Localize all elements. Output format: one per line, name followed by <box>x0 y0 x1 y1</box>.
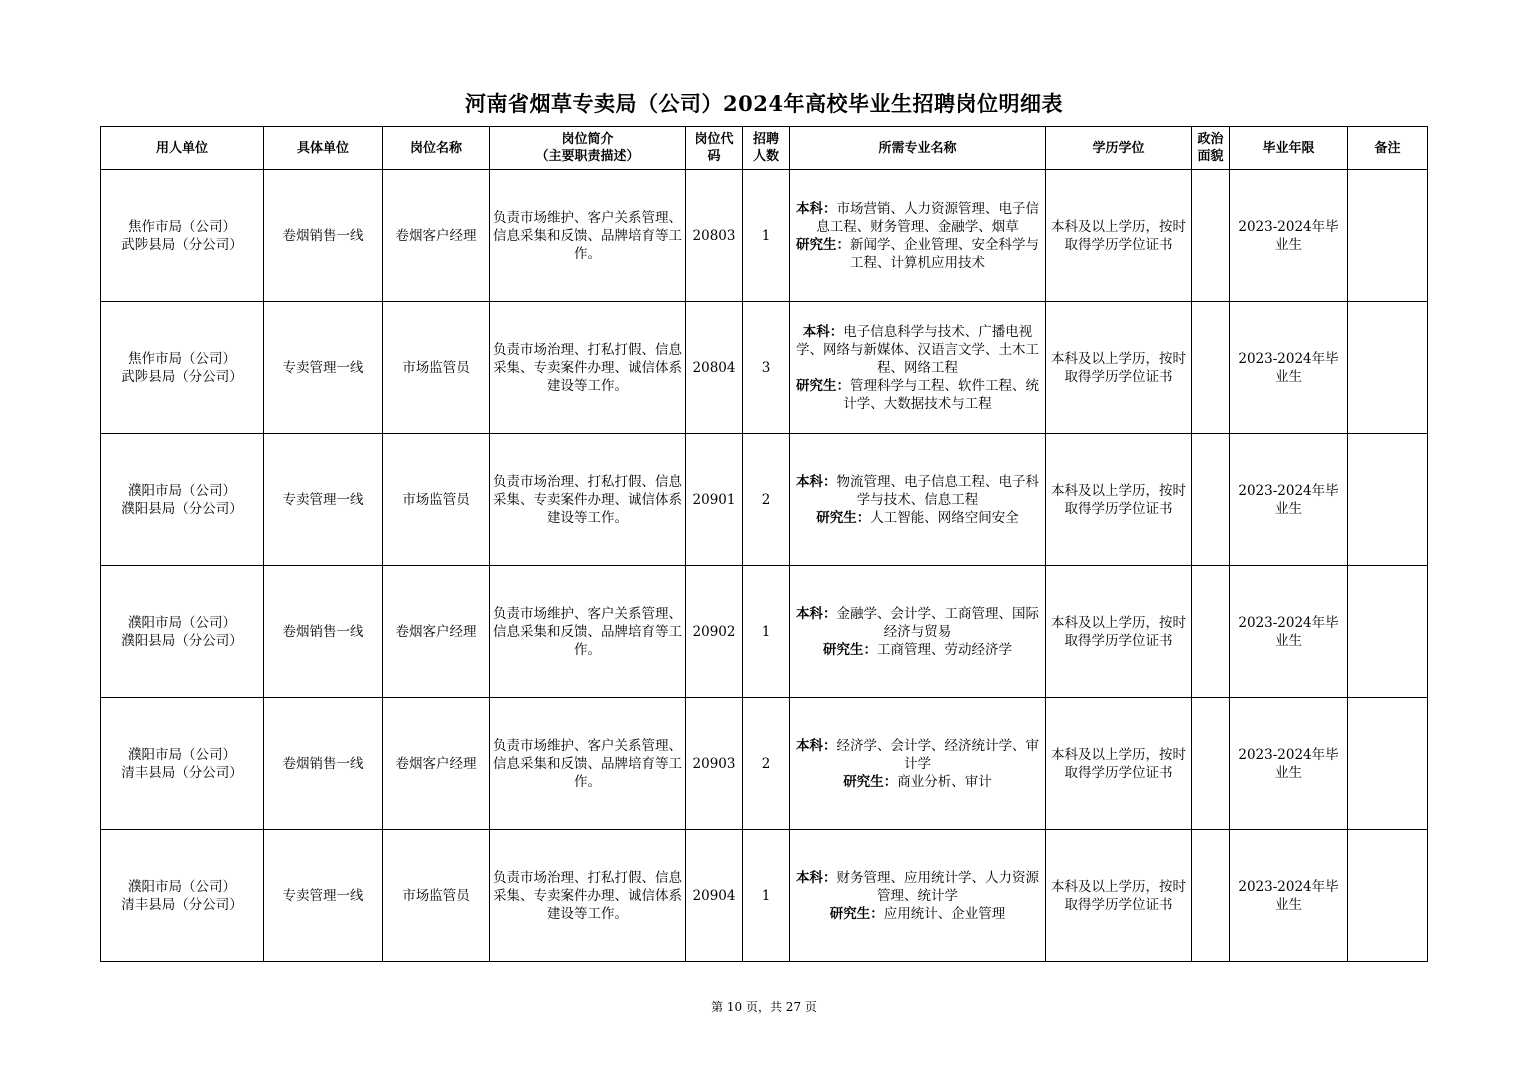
cell-remarks <box>1348 830 1428 962</box>
cell-remarks <box>1348 170 1428 302</box>
cell-unit: 专卖管理一线 <box>264 302 383 434</box>
cell-politics <box>1192 302 1230 434</box>
cell-education: 本科及以上学历，按时取得学历学位证书 <box>1046 434 1192 566</box>
cell-count: 2 <box>743 698 790 830</box>
cell-majors <box>790 170 1046 302</box>
undergrad-label: 本科： <box>796 473 837 490</box>
cell-code: 20803 <box>686 170 743 302</box>
header-description-line2: （主要职责描述） <box>535 149 640 164</box>
cell-description: 负责市场治理、打私打假、信息采集、专卖案件办理、诚信体系建设等工作。 <box>490 434 686 566</box>
table-row <box>101 170 1428 302</box>
employer-line2: 濮阳县局（分公司） <box>121 632 243 649</box>
undergrad-majors: 电子信息科学与技术、广播电视学、网络与新媒体、汉语言文学、土木工程、网络工程 <box>796 323 1039 376</box>
undergrad-majors: 金融学、会计学、工商管理、国际经济与贸易 <box>836 605 1039 640</box>
cell-education: 本科及以上学历，按时取得学历学位证书 <box>1046 566 1192 698</box>
cell-graduation: 2023-2024年毕业生 <box>1230 830 1348 962</box>
cell-employer <box>101 170 264 302</box>
cell-code: 20902 <box>686 566 743 698</box>
graduate-label: 研究生： <box>829 905 884 922</box>
graduate-majors: 商业分析、审计 <box>897 773 992 790</box>
page-footer: 第 10 页，共 27 页 <box>711 1000 817 1014</box>
table-row <box>101 830 1428 962</box>
cell-majors <box>790 698 1046 830</box>
cell-politics <box>1192 170 1230 302</box>
header-count-line2: 人数 <box>752 149 779 164</box>
cell-employer <box>101 302 264 434</box>
undergrad-label: 本科： <box>802 323 844 340</box>
cell-education: 本科及以上学历，按时取得学历学位证书 <box>1046 698 1192 830</box>
header-count <box>743 127 790 170</box>
graduate-majors: 人工智能、网络空间安全 <box>870 509 1019 526</box>
header-politics <box>1192 127 1230 170</box>
employer-line1: 焦作市局（公司） <box>128 350 236 367</box>
table-row <box>101 434 1428 566</box>
cell-majors <box>790 830 1046 962</box>
cell-majors <box>790 434 1046 566</box>
cell-majors <box>790 302 1046 434</box>
cell-position: 卷烟客户经理 <box>383 566 490 698</box>
undergrad-majors: 经济学、会计学、经济统计学、审计学 <box>836 737 1039 772</box>
graduate-majors: 工商管理、劳动经济学 <box>877 641 1012 658</box>
cell-count: 2 <box>743 434 790 566</box>
undergrad-majors: 物流管理、电子信息工程、电子科学与技术、信息工程 <box>836 473 1039 508</box>
cell-remarks <box>1348 698 1428 830</box>
undergrad-label: 本科： <box>796 869 837 886</box>
employer-line2: 武陟县局（分公司） <box>121 236 243 253</box>
cell-description: 负责市场维护、客户关系管理、信息采集和反馈、品牌培育等工作。 <box>490 566 686 698</box>
table-row <box>101 302 1428 434</box>
table-row <box>101 698 1428 830</box>
header-majors: 所需专业名称 <box>790 127 1046 170</box>
cell-description: 负责市场治理、打私打假、信息采集、专卖案件办理、诚信体系建设等工作。 <box>490 830 686 962</box>
cell-education: 本科及以上学历，按时取得学历学位证书 <box>1046 302 1192 434</box>
cell-graduation: 2023-2024年毕业生 <box>1230 302 1348 434</box>
employer-line2: 清丰县局（分公司） <box>121 764 243 781</box>
cell-employer <box>101 434 264 566</box>
header-politics-line2: 面貌 <box>1197 149 1224 164</box>
undergrad-label: 本科： <box>796 737 837 754</box>
cell-description: 负责市场维护、客户关系管理、信息采集和反馈、品牌培育等工作。 <box>490 170 686 302</box>
header-code-line1: 岗位代 <box>694 132 734 147</box>
employer-line1: 濮阳市局（公司） <box>128 614 236 631</box>
employer-line2: 濮阳县局（分公司） <box>121 500 243 517</box>
cell-graduation: 2023-2024年毕业生 <box>1230 434 1348 566</box>
cell-remarks <box>1348 302 1428 434</box>
cell-unit: 专卖管理一线 <box>264 830 383 962</box>
cell-unit: 卷烟销售一线 <box>264 698 383 830</box>
graduate-label: 研究生： <box>796 377 850 394</box>
cell-employer <box>101 566 264 698</box>
cell-count: 1 <box>743 566 790 698</box>
cell-count: 1 <box>743 170 790 302</box>
graduate-label: 研究生： <box>796 236 850 253</box>
cell-graduation: 2023-2024年毕业生 <box>1230 698 1348 830</box>
cell-remarks <box>1348 566 1428 698</box>
cell-description: 负责市场维护、客户关系管理、信息采集和反馈、品牌培育等工作。 <box>490 698 686 830</box>
header-position: 岗位名称 <box>383 127 490 170</box>
header-employer: 用人单位 <box>101 127 264 170</box>
cell-politics <box>1192 698 1230 830</box>
undergrad-majors: 市场营销、人力资源管理、电子信息工程、财务管理、金融学、烟草 <box>816 200 1039 235</box>
cell-position: 市场监管员 <box>383 830 490 962</box>
header-politics-line1: 政治 <box>1197 132 1224 147</box>
undergrad-majors: 财务管理、应用统计学、人力资源管理、统计学 <box>836 869 1039 904</box>
cell-graduation: 2023-2024年毕业生 <box>1230 566 1348 698</box>
cell-count: 1 <box>743 830 790 962</box>
cell-position: 市场监管员 <box>383 302 490 434</box>
employer-line1: 濮阳市局（公司） <box>128 746 236 763</box>
graduate-label: 研究生： <box>823 641 877 658</box>
header-code-line2: 码 <box>707 149 721 164</box>
employer-line2: 清丰县局（分公司） <box>121 896 243 913</box>
header-count-line1: 招聘 <box>752 132 779 147</box>
cell-education: 本科及以上学历，按时取得学历学位证书 <box>1046 170 1192 302</box>
employer-line1: 濮阳市局（公司） <box>128 482 236 499</box>
cell-position: 市场监管员 <box>383 434 490 566</box>
cell-unit: 卷烟销售一线 <box>264 170 383 302</box>
cell-remarks <box>1348 434 1428 566</box>
employer-line1: 焦作市局（公司） <box>128 218 236 235</box>
cell-code: 20901 <box>686 434 743 566</box>
cell-code: 20804 <box>686 302 743 434</box>
table-row <box>101 566 1428 698</box>
cell-education: 本科及以上学历，按时取得学历学位证书 <box>1046 830 1192 962</box>
header-education: 学历学位 <box>1046 127 1192 170</box>
graduate-label: 研究生： <box>843 773 898 790</box>
cell-employer <box>101 698 264 830</box>
cell-graduation: 2023-2024年毕业生 <box>1230 170 1348 302</box>
undergrad-label: 本科： <box>796 200 837 217</box>
cell-majors <box>790 566 1046 698</box>
cell-politics <box>1192 830 1230 962</box>
cell-position: 卷烟客户经理 <box>383 170 490 302</box>
cell-unit: 专卖管理一线 <box>264 434 383 566</box>
recruitment-table <box>100 126 1428 962</box>
graduate-label: 研究生： <box>816 509 871 526</box>
undergrad-label: 本科： <box>796 605 837 622</box>
cell-employer <box>101 830 264 962</box>
graduate-majors: 应用统计、企业管理 <box>883 905 1006 922</box>
header-description <box>490 127 686 170</box>
graduate-majors: 新闻学、企业管理、安全科学与工程、计算机应用技术 <box>850 236 1039 271</box>
header-row <box>101 127 1428 170</box>
cell-politics <box>1192 434 1230 566</box>
employer-line2: 武陟县局（分公司） <box>121 368 243 385</box>
page-title: 河南省烟草专卖局（公司）2024年高校毕业生招聘岗位明细表 <box>465 91 1063 116</box>
employer-line1: 濮阳市局（公司） <box>128 878 236 895</box>
graduate-majors: 管理科学与工程、软件工程、统计学、大数据技术与工程 <box>843 377 1039 412</box>
cell-description: 负责市场治理、打私打假、信息采集、专卖案件办理、诚信体系建设等工作。 <box>490 302 686 434</box>
header-remarks: 备注 <box>1348 127 1428 170</box>
header-description-line1: 岗位简介 <box>561 132 614 147</box>
header-code <box>686 127 743 170</box>
header-graduation: 毕业年限 <box>1230 127 1348 170</box>
cell-politics <box>1192 566 1230 698</box>
header-unit: 具体单位 <box>264 127 383 170</box>
cell-code: 20903 <box>686 698 743 830</box>
cell-count: 3 <box>743 302 790 434</box>
cell-unit: 卷烟销售一线 <box>264 566 383 698</box>
cell-code: 20904 <box>686 830 743 962</box>
cell-position: 卷烟客户经理 <box>383 698 490 830</box>
